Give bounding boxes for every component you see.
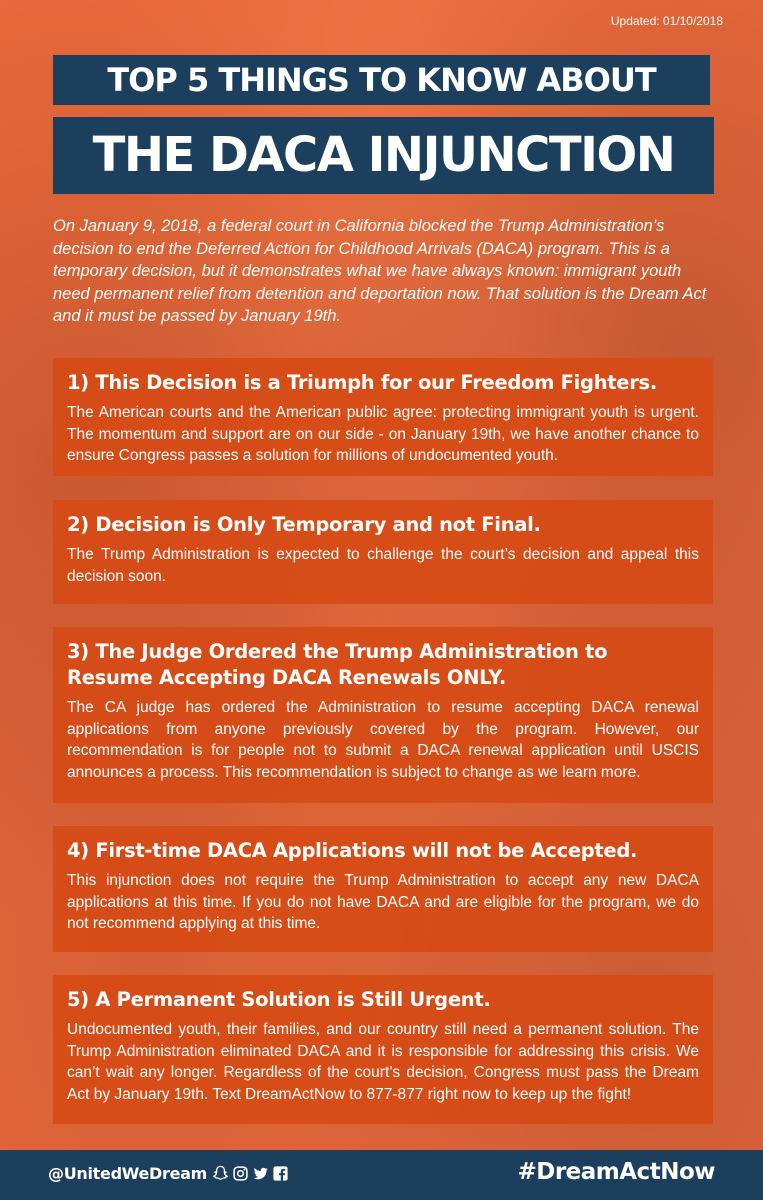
point-heading: 5) A Permanent Solution is Still Urgent. (67, 988, 491, 1011)
point-body: The Trump Administration is expected to challenge the court’s decision and appeal this decision soon. (67, 546, 699, 585)
twitter-icon[interactable] (252, 1165, 269, 1182)
intro-paragraph: On January 9, 2018, a federal court in California blocked the Trump Administration’s decision to end the Deferred Action for Childhood Arrivals (DACA) program. This is a temporary decision, but it demonstrates what we have always known: immigrant youth need permanent relief from detention and deportation now. That solution is the Dream Act and it must be passed by January 19th. (53, 217, 707, 325)
instagram-icon[interactable] (232, 1165, 249, 1182)
footer-bar (0, 1150, 763, 1200)
point-body: The American courts and the American public agree: protecting immigrant youth is urgent. The momentum and support are on our side - on January 19th, we have another chance to ensure Congress passes a solution for millions of undocumented youth. (67, 404, 699, 464)
point-card-1 (53, 358, 713, 476)
point-card-3 (53, 627, 713, 803)
point-card-5 (53, 975, 713, 1124)
point-heading: 4) First-time DACA Applications will not be Accepted. (67, 839, 638, 862)
facebook-icon[interactable] (272, 1165, 289, 1182)
social-handle[interactable]: @UnitedWeDream (48, 1164, 208, 1183)
social-icons (212, 1165, 289, 1182)
point-heading: 2) Decision is Only Temporary and not Final. (67, 513, 541, 536)
point-card-4 (53, 826, 713, 952)
title-line-2: THE DACA INJUNCTION (53, 117, 714, 194)
point-heading: 3) The Judge Ordered the Trump Administration to Resume Accepting DACA Renewals ONLY. (67, 640, 608, 689)
point-body: This injunction does not require the Trump Administration to accept any new DACA applications at this time. If you do not have DACA and are eligible for the program, we do not recommend applying at this time. (67, 872, 699, 932)
updated-date: Updated: 01/10/2018 (610, 14, 723, 28)
point-card-2 (53, 500, 713, 604)
title-line-1: TOP 5 THINGS TO KNOW ABOUT (53, 55, 710, 105)
point-heading: 1) This Decision is a Triumph for our Freedom Fighters. (67, 371, 657, 394)
hashtag[interactable]: #DreamActNow (517, 1159, 715, 1185)
point-body: Undocumented youth, their families, and our country still need a permanent solution. The Trump Administration eliminated DACA and it is responsible for addressing this crisis. We can’t wait any longer. Regardless of the court’s decision, Congress must pass the Dream Act by January 19th. Text DreamActNow to 877-877 right now to keep up the fight! (67, 1021, 699, 1103)
point-body: The CA judge has ordered the Administration to resume accepting DACA renewal applications from anyone previously covered by the program. However, our recommendation is for people not to submit a DACA renewal application until USCIS announces a process. This recommendation is subject to change as we learn more. (67, 699, 699, 781)
snapchat-icon[interactable] (212, 1165, 229, 1182)
